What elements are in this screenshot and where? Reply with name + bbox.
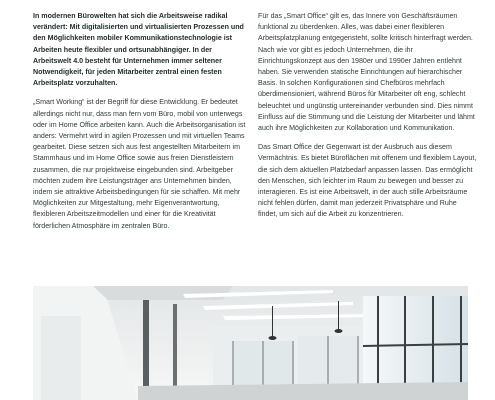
left-column [33, 11, 248, 240]
body-paragraph-smart-office: Für das „Smart Office“ gilt es, das Innere von Geschäftsräumen funktional zu überdenken. Alles, was dabei einer flexibleren Arbeitsplatzplanung entgegensteht, sollte kritisch hinterfragt werden. Nach wie vor gibt es jedoch Unternehmen, die ihr Einrichtungskonzept aus den 1980er und 1990er Jahren entlehnt haben. Sie verwenden statische Einrichtungen auf hierarchischer Basis. In solchen Konfigurationen sind Chefbüros mehrfach überdimensioniert, während Büros für Mitarbeiter oft eng, schlecht beleuchtet und ungünstig untereinander verbunden sind. Dies nimmt Einfluss auf die Stimmung und die Leistung der Mitarbeiter und lähmt auch ihre Möglichkeiten zur Kollaboration und Kommunikation. [258, 12, 475, 133]
office-interior-photo [33, 286, 468, 400]
right-column [258, 11, 478, 229]
lead-paragraph: In modernen Bürowelten hat sich die Arbeitsweise radikal verändert: Mit digitalisierten und virtualisierten Prozessen und den Möglichkeiten mobiler Kommunikationstechnologie ist Arbeiten heute flexibler und ortsunabhängiger. In der Arbeitswelt 4.0 besteht für Unternehmen immer seltener Notwendigkeit, für jeden Mitarbeiter zentral einen festen Arbeitsplatz vorzuhalten. [33, 12, 244, 88]
body-paragraph-present-day: Das Smart Office der Gegenwart ist der Ausbruch aus diesem Vermächtnis. Es bietet Büroflächen mit offenem und flexiblem Layout, die sich dem aktuellen Platzbedarf anpassen lassen. Das ermöglicht den Menschen, sich leichter im Raum zu bewegen und besser zu interagieren. Es ist eine Arbeitswelt, in der auch stille Arbeitsräume nicht fehlen dürfen, damit man jederzeit Privatsphäre und Ruhe findet, um sich auf die Arbeit zu konzentrieren. [258, 143, 477, 219]
office-photo-illustration [33, 286, 468, 400]
body-paragraph-smart-working: „Smart Working“ ist der Begriff für diese Entwicklung. Er bedeutet allerdings nicht nur, dass man fern vom Büro, mobil von unterwegs oder im Home Office arbeiten kann. Auch die Arbeitsorganisation ist anders: Vermehrt wird in agilen Prozessen und mit virtuellen Teams gearbeitet. Diese setzen sich aus fest angestellten Mitarbeitern im Stammhaus und im Home Office sowie aus freien Dienstleistern zusammen, die nur projektweise eingebunden sind. Arbeitgeber möchten zudem ihre Leistungsträger ans Unternehmen binden, indem sie attraktive Arbeitsbedingungen für sie schaffen. Mit mehr Möglichkeiten zur Mitgestaltung, mehr Eigenverantwortung, flexibleren Arbeitszeitmodellen und einer für die Kreativität förderlichen Atmosphäre im zentralen Büro. [33, 98, 246, 230]
